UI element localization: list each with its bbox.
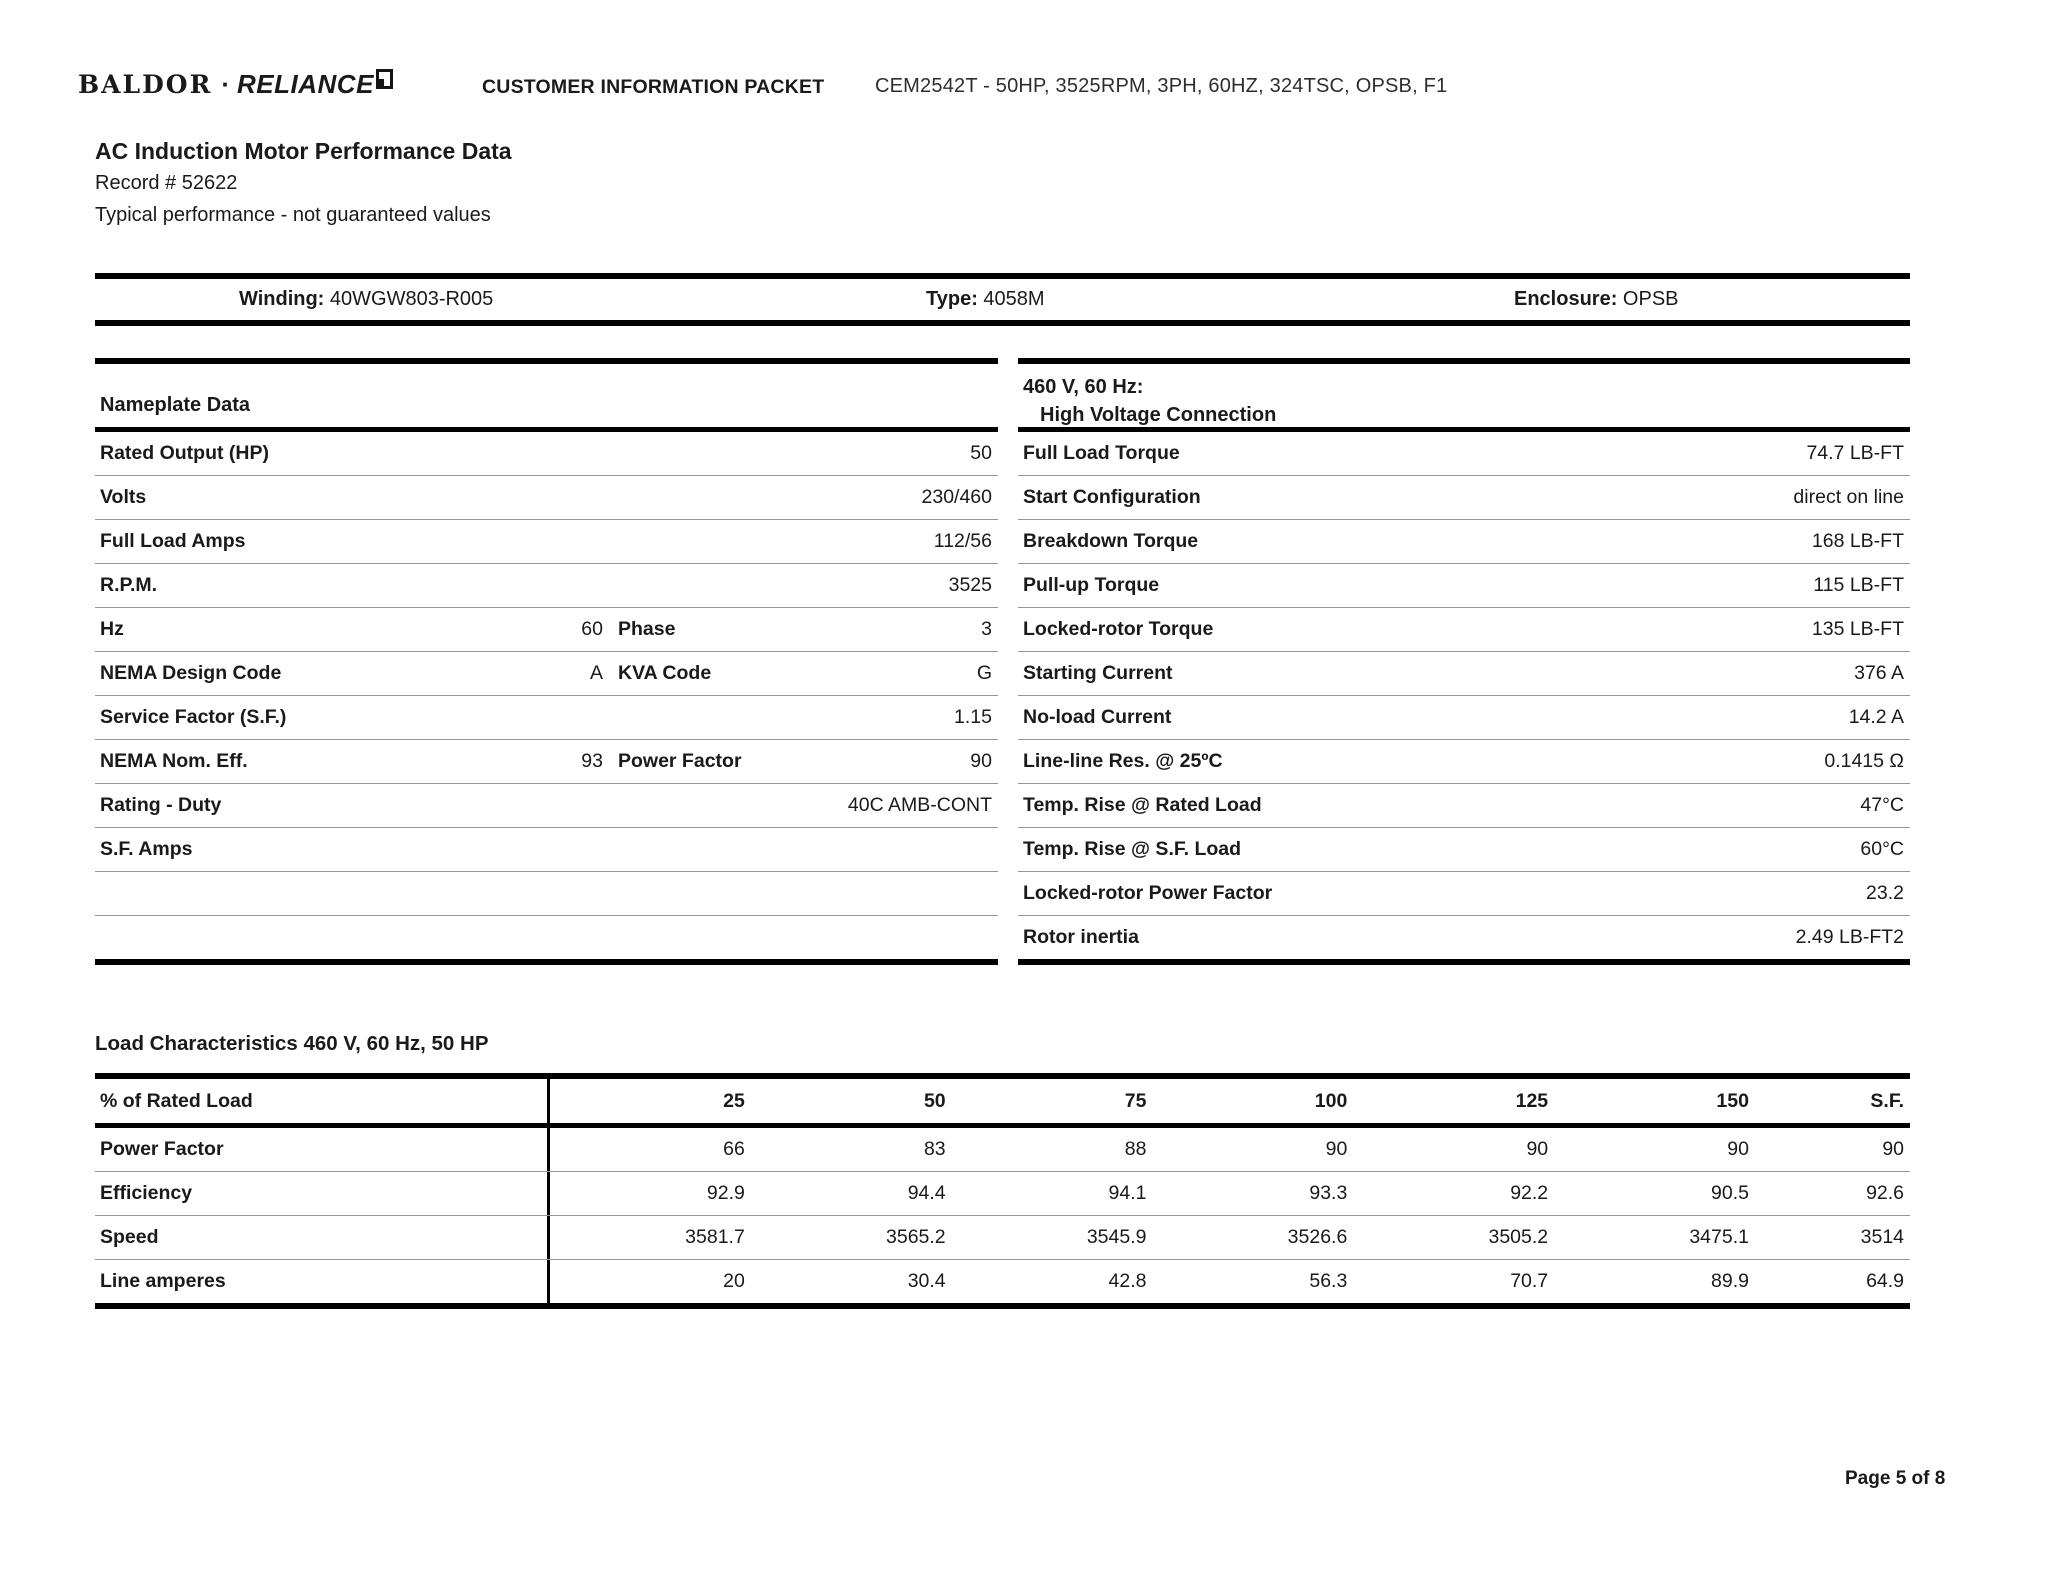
cell-value: 93.3 <box>1309 1182 1348 1204</box>
row-value: 50 <box>970 442 992 464</box>
table-row <box>95 1260 1910 1303</box>
row-value: 40C AMB-CONT <box>847 794 992 816</box>
row-mid-value: 93 <box>581 750 603 772</box>
row-value: 74.7 LB-FT <box>1806 442 1904 464</box>
cell-value: 56.3 <box>1309 1270 1348 1292</box>
column-header: 75 <box>1124 1089 1147 1112</box>
row-value: 14.2 A <box>1848 706 1904 728</box>
table-row <box>95 520 998 564</box>
row-left-group <box>95 574 603 597</box>
row-label: Full Load Amps <box>100 530 246 552</box>
row-label: Temp. Rise @ Rated Load <box>1023 794 1262 816</box>
logo-reliance-text: RELIANCE <box>237 68 374 99</box>
column-header-label: % of Rated Load <box>95 1079 550 1123</box>
winding-label: Winding: <box>239 288 325 310</box>
row-label: Rating - Duty <box>100 794 222 816</box>
nameplate-data-table <box>95 358 998 965</box>
row-label: Line-line Res. @ 25ºC <box>1023 750 1223 772</box>
row-value: 90 <box>970 750 992 772</box>
cell-value: 94.4 <box>907 1182 946 1204</box>
row-label: Line amperes <box>95 1260 550 1303</box>
row-value: G <box>976 662 992 684</box>
cell-value: 83 <box>923 1138 946 1160</box>
row-label: Full Load Torque <box>1023 442 1180 464</box>
row-mid-label: KVA Code <box>618 662 712 684</box>
cell-value: 30.4 <box>907 1270 946 1292</box>
cell-value: 92.2 <box>1510 1182 1549 1204</box>
table-row <box>1018 652 1910 696</box>
row-mid-label: Phase <box>618 618 676 640</box>
row-label: Start Configuration <box>1023 486 1201 508</box>
column-header: 100 <box>1314 1089 1348 1112</box>
row-mid-value: 60 <box>581 618 603 640</box>
page-title: AC Induction Motor Performance Data <box>95 138 512 164</box>
table-header-row <box>95 1079 1910 1128</box>
hv-heading <box>1018 364 1910 432</box>
cell-value: 88 <box>1124 1138 1147 1160</box>
table-row <box>1018 828 1910 872</box>
row-left-group <box>95 750 603 773</box>
row-label: Power Factor <box>95 1128 550 1171</box>
packet-title: CUSTOMER INFORMATION PACKET <box>482 76 825 98</box>
row-left-group <box>95 838 603 861</box>
nameplate-heading: Nameplate Data <box>95 364 998 432</box>
table-row <box>95 476 998 520</box>
row-label: Speed <box>95 1216 550 1259</box>
row-label: Hz <box>100 618 124 640</box>
table-row <box>95 784 998 828</box>
cell-value: 3545.9 <box>1086 1226 1147 1248</box>
row-label: S.F. Amps <box>100 838 193 860</box>
cell-value: 64.9 <box>1866 1270 1905 1292</box>
table-row <box>95 1172 1910 1216</box>
table-row <box>95 432 998 476</box>
row-value: 2.49 LB-FT2 <box>1795 926 1904 948</box>
table-row <box>1018 872 1910 916</box>
row-label: R.P.M. <box>100 574 158 596</box>
cell-value: 89.9 <box>1711 1270 1749 1292</box>
cell-value: 94.1 <box>1108 1182 1147 1204</box>
row-label: Locked-rotor Power Factor <box>1023 882 1273 904</box>
cell-value: 3475.1 <box>1689 1226 1749 1248</box>
type-label: Type: <box>926 288 978 310</box>
row-value: 0.1415 Ω <box>1824 750 1904 772</box>
table-row <box>95 1128 1910 1172</box>
page-indicator: Page 5 of 8 <box>1845 1468 1946 1489</box>
table-row <box>95 828 998 872</box>
table-row <box>95 652 998 696</box>
row-value: 135 LB-FT <box>1811 618 1904 640</box>
row-value: 3 <box>981 618 992 640</box>
cell-value: 92.6 <box>1866 1182 1905 1204</box>
column-header: 25 <box>723 1089 745 1112</box>
table-row <box>95 1216 1910 1260</box>
baldor-reliance-logo <box>78 70 393 98</box>
column-header: 50 <box>923 1089 946 1112</box>
table-row <box>1018 916 1910 959</box>
row-value: 112/56 <box>933 530 992 552</box>
enclosure-value: OPSB <box>1622 288 1679 310</box>
type-value: 4058M <box>983 288 1045 310</box>
row-left-group <box>95 794 603 817</box>
table-row <box>95 696 998 740</box>
logo-dot: · <box>221 69 231 99</box>
row-label: Volts <box>100 486 147 508</box>
row-label: Pull-up Torque <box>1023 574 1160 596</box>
load-characteristics-title: Load Characteristics 460 V, 60 Hz, 50 HP <box>95 1032 489 1055</box>
cell-value: 90 <box>1325 1138 1348 1160</box>
cell-value: 90 <box>1727 1138 1749 1160</box>
cell-value: 66 <box>723 1138 745 1160</box>
table-row <box>1018 564 1910 608</box>
row-label: Rotor inertia <box>1023 926 1139 948</box>
table-row <box>1018 432 1910 476</box>
row-left-group <box>95 486 603 509</box>
cell-value: 70.7 <box>1510 1270 1549 1292</box>
row-label: Service Factor (S.F.) <box>100 706 287 728</box>
table-row <box>1018 476 1910 520</box>
column-header: 150 <box>1716 1089 1749 1112</box>
cell-value: 3514 <box>1860 1226 1905 1248</box>
row-value: 230/460 <box>921 486 992 508</box>
winding-field <box>239 288 493 311</box>
row-value: 376 A <box>1854 662 1904 684</box>
trademark-icon <box>376 69 393 89</box>
row-left-group <box>95 662 603 685</box>
row-mid-label: Power Factor <box>618 750 742 772</box>
cell-value: 20 <box>723 1270 745 1292</box>
row-label: Starting Current <box>1023 662 1173 684</box>
logo-baldor-text: BALDOR <box>78 69 213 99</box>
row-value: 168 LB-FT <box>1811 530 1904 552</box>
cell-value: 90.5 <box>1711 1182 1749 1204</box>
record-number: Record # 52622 <box>95 172 238 194</box>
winding-value: 40WGW803-R005 <box>329 288 494 310</box>
row-left-group <box>95 706 603 729</box>
row-left-group <box>95 618 603 641</box>
row-value: direct on line <box>1793 486 1904 508</box>
type-field <box>926 288 1045 311</box>
row-value: 23.2 <box>1866 882 1904 904</box>
high-voltage-connection-table <box>1018 358 1910 965</box>
cell-value: 3565.2 <box>886 1226 946 1248</box>
table-row <box>95 916 998 959</box>
row-mid-value: A <box>589 662 603 684</box>
row-label: Breakdown Torque <box>1023 530 1199 552</box>
enclosure-label: Enclosure: <box>1514 288 1618 310</box>
row-value: 47°C <box>1860 794 1904 816</box>
cell-value: 3526.6 <box>1287 1226 1348 1248</box>
row-label: Rated Output (HP) <box>100 442 269 464</box>
product-description: CEM2542T - 50HP, 3525RPM, 3PH, 60HZ, 324TSC, OPSB, F1 <box>875 75 1448 97</box>
row-value: 3525 <box>948 574 992 596</box>
cell-value: 92.9 <box>706 1182 745 1204</box>
table-row <box>1018 608 1910 652</box>
cell-value: 90 <box>1882 1138 1905 1160</box>
hv-heading-line1: 460 V, 60 Hz: <box>1023 376 1144 398</box>
row-label: NEMA Design Code <box>100 662 282 684</box>
table-row <box>1018 740 1910 784</box>
row-label: NEMA Nom. Eff. <box>100 750 248 772</box>
cell-value: 90 <box>1526 1138 1549 1160</box>
enclosure-field <box>1514 288 1679 311</box>
table-row <box>95 564 998 608</box>
row-label: Locked-rotor Torque <box>1023 618 1214 640</box>
performance-note: Typical performance - not guaranteed values <box>95 204 491 226</box>
column-header: 125 <box>1515 1089 1549 1112</box>
row-label: Temp. Rise @ S.F. Load <box>1023 838 1242 860</box>
cell-value: 3581.7 <box>685 1226 745 1248</box>
row-value: 115 LB-FT <box>1813 574 1904 596</box>
row-label: Efficiency <box>95 1172 550 1215</box>
cell-value: 42.8 <box>1108 1270 1147 1292</box>
table-row <box>95 608 998 652</box>
row-left-group <box>95 530 603 553</box>
table-row <box>1018 696 1910 740</box>
row-label: No-load Current <box>1023 706 1172 728</box>
row-left-group <box>95 442 603 465</box>
table-row <box>95 872 998 916</box>
table-row <box>1018 784 1910 828</box>
table-row <box>1018 520 1910 564</box>
row-value: 1.15 <box>954 706 992 728</box>
winding-summary-bar <box>95 273 1910 326</box>
cell-value: 3505.2 <box>1488 1226 1549 1248</box>
table-row <box>95 740 998 784</box>
row-value: 60°C <box>1860 838 1904 860</box>
column-header: S.F. <box>1870 1089 1905 1112</box>
load-characteristics-table <box>95 1073 1910 1309</box>
hv-heading-line2: High Voltage Connection <box>1040 404 1277 426</box>
